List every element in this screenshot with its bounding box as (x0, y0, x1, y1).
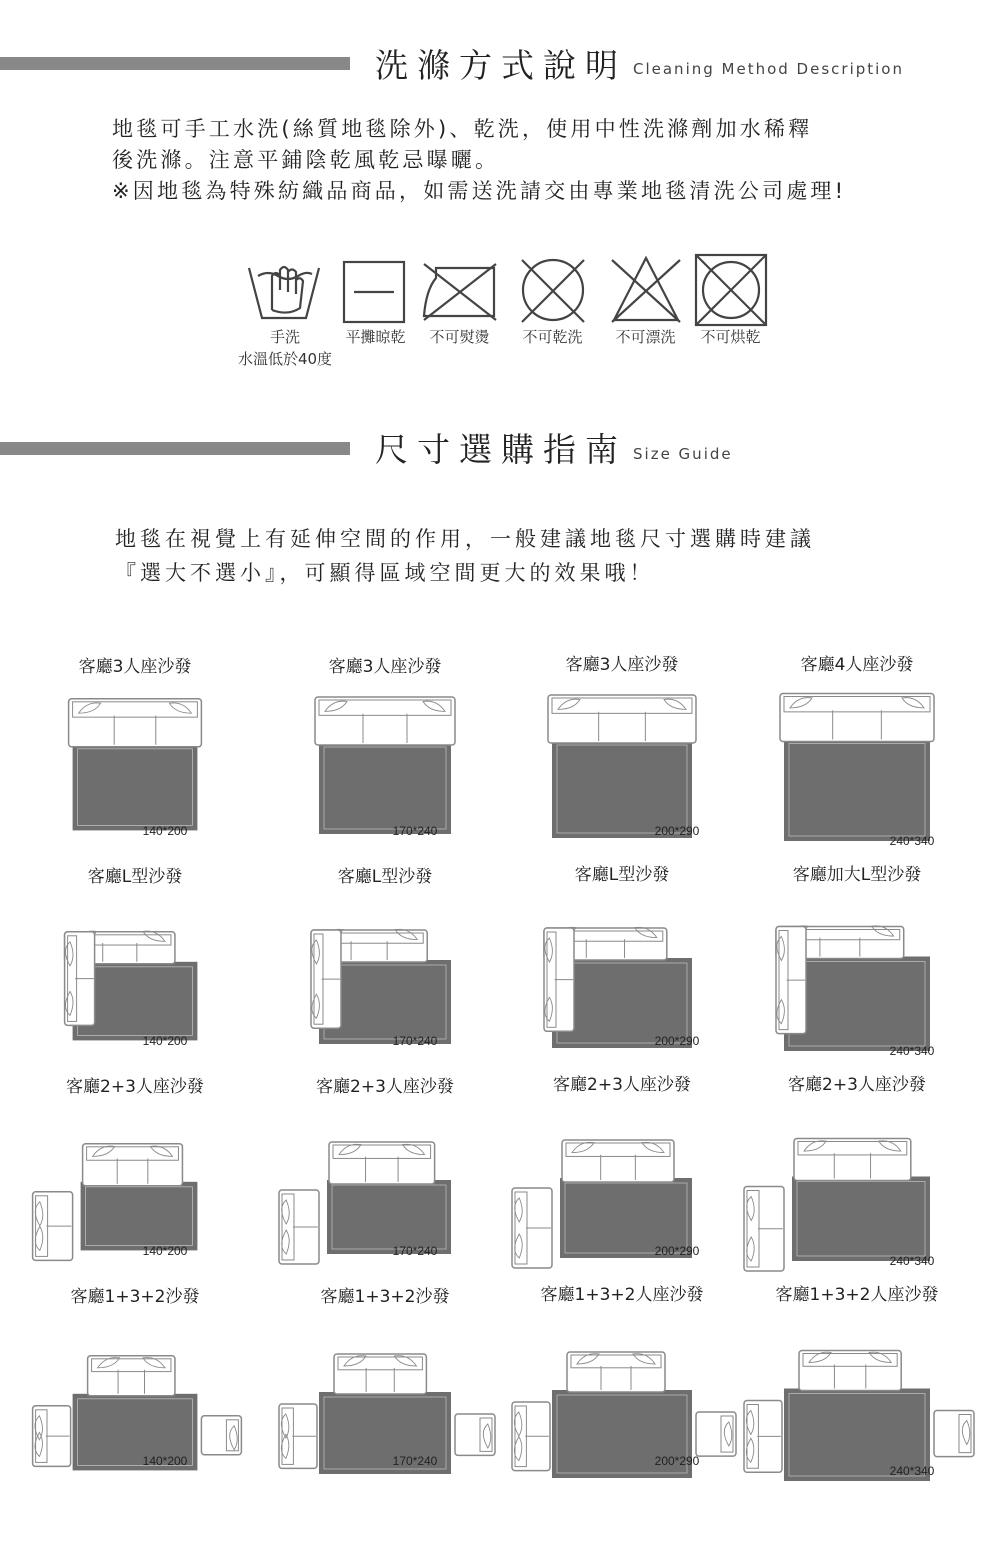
size-guide-intro (115, 522, 815, 590)
care-label-hand-wash: 手洗 (269, 328, 300, 346)
layout-title: 客廳2+3人座沙發 (553, 1075, 691, 1095)
intro-line: 『選大不選小』，可顯得區域空間更大的效果哦！ (115, 561, 655, 585)
rug-size-label: 200*290 (654, 1034, 700, 1048)
layout-title: 客廳3人座沙發 (565, 655, 679, 675)
rug-size-label: 140*200 (142, 1244, 188, 1258)
sofa (562, 1140, 674, 1182)
layout-title: 客廳3人座沙發 (78, 657, 192, 677)
rug (784, 739, 930, 842)
layout-title: 客廳加大L型沙發 (792, 865, 922, 885)
sofa (315, 697, 455, 745)
sofa (794, 1139, 911, 1181)
layout-title: 客廳1+3+2沙發 (320, 1287, 450, 1307)
care-symbols (0, 250, 1000, 380)
sofa (201, 1416, 241, 1455)
cleaning-instructions (112, 114, 846, 207)
layout-title: 客廳1+3+2人座沙發 (775, 1285, 939, 1305)
cleaning-section-title: 洗滌方式說明 (375, 46, 627, 85)
rug-size-label: 240*340 (889, 1044, 935, 1058)
sofa (69, 699, 202, 747)
rug-size-label: 200*290 (654, 1454, 700, 1468)
care-label-no-bleach: 不可漂洗 (615, 328, 676, 346)
layout-title: 客廳L型沙發 (574, 865, 670, 885)
sofa (548, 695, 696, 743)
section-divider-bar (0, 442, 350, 455)
sofa (455, 1414, 495, 1455)
care-label-no-dry-clean: 不可乾洗 (522, 328, 583, 346)
layout-title: 客廳2+3人座沙發 (788, 1075, 926, 1095)
rug-size-label: 140*200 (142, 1454, 188, 1468)
care-label-water-temp: 水溫低於40度 (237, 350, 333, 368)
sofa (696, 1412, 736, 1456)
intro-line: 地毯在視覺上有延伸空間的作用，一般建議地毯尺寸選購時建議 (115, 527, 815, 551)
no-dry-clean-icon (522, 260, 584, 322)
rug-size-label: 240*340 (889, 1254, 935, 1268)
care-label-dry-flat: 平攤晾乾 (345, 328, 406, 346)
rug (319, 742, 451, 834)
rug-size-label: 240*340 (889, 1464, 935, 1478)
rug (792, 1177, 930, 1262)
rug-size-label: 140*200 (142, 1034, 188, 1048)
rug-layout-grid (0, 640, 1000, 1520)
no-tumble-dry-icon (696, 255, 766, 325)
layout-title: 客廳3人座沙發 (328, 657, 442, 677)
no-bleach-icon (612, 258, 680, 322)
layout-title: 客廳2+3人座沙發 (66, 1077, 204, 1097)
rug-size-label: 240*340 (889, 834, 935, 848)
layout-title: 客廳L型沙發 (337, 867, 433, 887)
dry-flat-icon (344, 262, 404, 322)
sofa (334, 1354, 426, 1394)
layout-title: 客廳L型沙發 (87, 867, 183, 887)
hand-wash-icon (249, 267, 319, 318)
instruction-line: 地毯可手工水洗(絲質地毯除外)、乾洗，使用中性洗滌劑加水稀釋 (112, 117, 813, 141)
section-divider-bar (0, 57, 350, 70)
rug-size-label: 200*290 (654, 824, 700, 838)
care-label-no-iron: 不可熨燙 (429, 328, 490, 346)
cleaning-section-subtitle: Cleaning Method Description (633, 60, 904, 78)
layout-title: 客廳1+3+2沙發 (70, 1287, 200, 1307)
care-label-no-tumble-dry: 不可烘乾 (700, 328, 761, 346)
sofa (780, 694, 934, 742)
size-guide-subtitle: Size Guide (633, 445, 733, 463)
rug (81, 1182, 198, 1251)
size-guide-title: 尺寸選購指南 (375, 430, 627, 469)
rug-size-label: 170*240 (392, 1244, 438, 1258)
sofa (934, 1411, 974, 1457)
no-iron-icon (424, 264, 496, 320)
sofa (83, 1144, 183, 1186)
instruction-line: ※因地毯為特殊紡織品商品，如需送洗請交由專業地毯清洗公司處理! (112, 179, 847, 203)
layout-title: 客廳4人座沙發 (800, 655, 914, 675)
layout-title: 客廳1+3+2人座沙發 (540, 1285, 704, 1305)
instruction-line: 後洗滌。注意平鋪陰乾風乾忌曝曬。 (112, 148, 500, 172)
sofa (88, 1356, 175, 1396)
rug-size-label: 170*240 (392, 1034, 438, 1048)
rug-size-label: 140*200 (142, 824, 188, 838)
rug (73, 744, 198, 831)
rug (327, 1180, 451, 1254)
rug-size-label: 170*240 (392, 824, 438, 838)
rug-size-label: 170*240 (392, 1454, 438, 1468)
rug-size-label: 200*290 (654, 1244, 700, 1258)
size-guide-diagrams (0, 640, 1000, 1520)
layout-title: 客廳2+3人座沙發 (316, 1077, 454, 1097)
